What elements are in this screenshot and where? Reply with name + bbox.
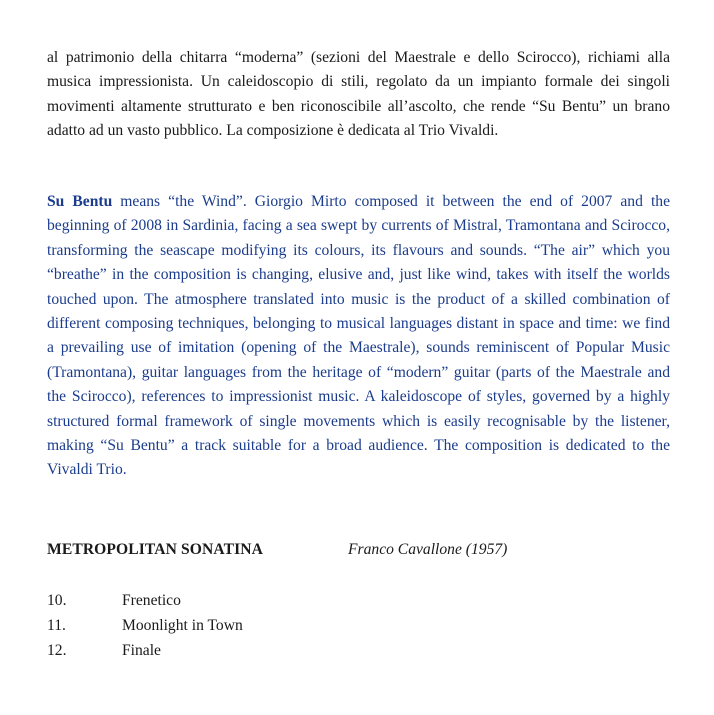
- track-name: Moonlight in Town: [122, 617, 243, 634]
- english-description-paragraph: [47, 190, 670, 483]
- track-name: Frenetico: [122, 592, 181, 609]
- composer-credit: Franco Cavallone (1957): [348, 541, 508, 558]
- track-item: [47, 617, 447, 642]
- track-item: [47, 642, 447, 667]
- italian-description-paragraph: al patrimonio della chitarra “moderna” (sezioni del Maestrale e dello Scirocco), richiami alla musica impressionista. Un caleidoscopio di stili, regolato da un impianto formale dei singoli movimenti altamente strutturato e ben riconoscibile all’ascolto, che rende “Su Bentu” un brano adatto ad un vasto pubblico. La composizione è dedicata al Trio Vivaldi.: [47, 49, 670, 140]
- work-title: METROPOLITAN SONATINA: [47, 541, 263, 558]
- english-paragraph-lead: Su Bentu: [47, 193, 113, 210]
- track-item: [47, 592, 447, 617]
- track-number: 12.: [47, 642, 67, 659]
- english-paragraph-body: means “the Wind”. Giorgio Mirto composed it between the end of 2007 and the beginning of 2008 in Sardinia, facing a sea swept by currents of Mistral, Tramontana and Scirocco, transforming the seascape modifying its colours, its flavours and sounds. “The air” which you “breathe” in the composition is changing, elusive and, just like wind, takes with itself the worlds touched upon. The atmosphere translated into music is the product of a skilled combination of different composing techniques, belonging to musical languages distant in space and time: we find a prevailing use of imitation (opening of the Maestrale), sounds reminiscent of Popular Music (Tramontana), guitar languages from the heritage of “modern” guitar (parts of the Maestrale and the Scirocco), references to impressionist music. A kaleidoscope of styles, governed by a highly structured formal framework of single movements which is easily recognisable by the listener, making “Su Bentu” a track suitable for a broad audience. The composition is dedicated to the Vivaldi Trio.: [47, 193, 670, 479]
- track-number: 10.: [47, 592, 67, 609]
- track-name: Finale: [122, 642, 161, 659]
- track-list: [47, 592, 447, 667]
- track-number: 11.: [47, 617, 66, 634]
